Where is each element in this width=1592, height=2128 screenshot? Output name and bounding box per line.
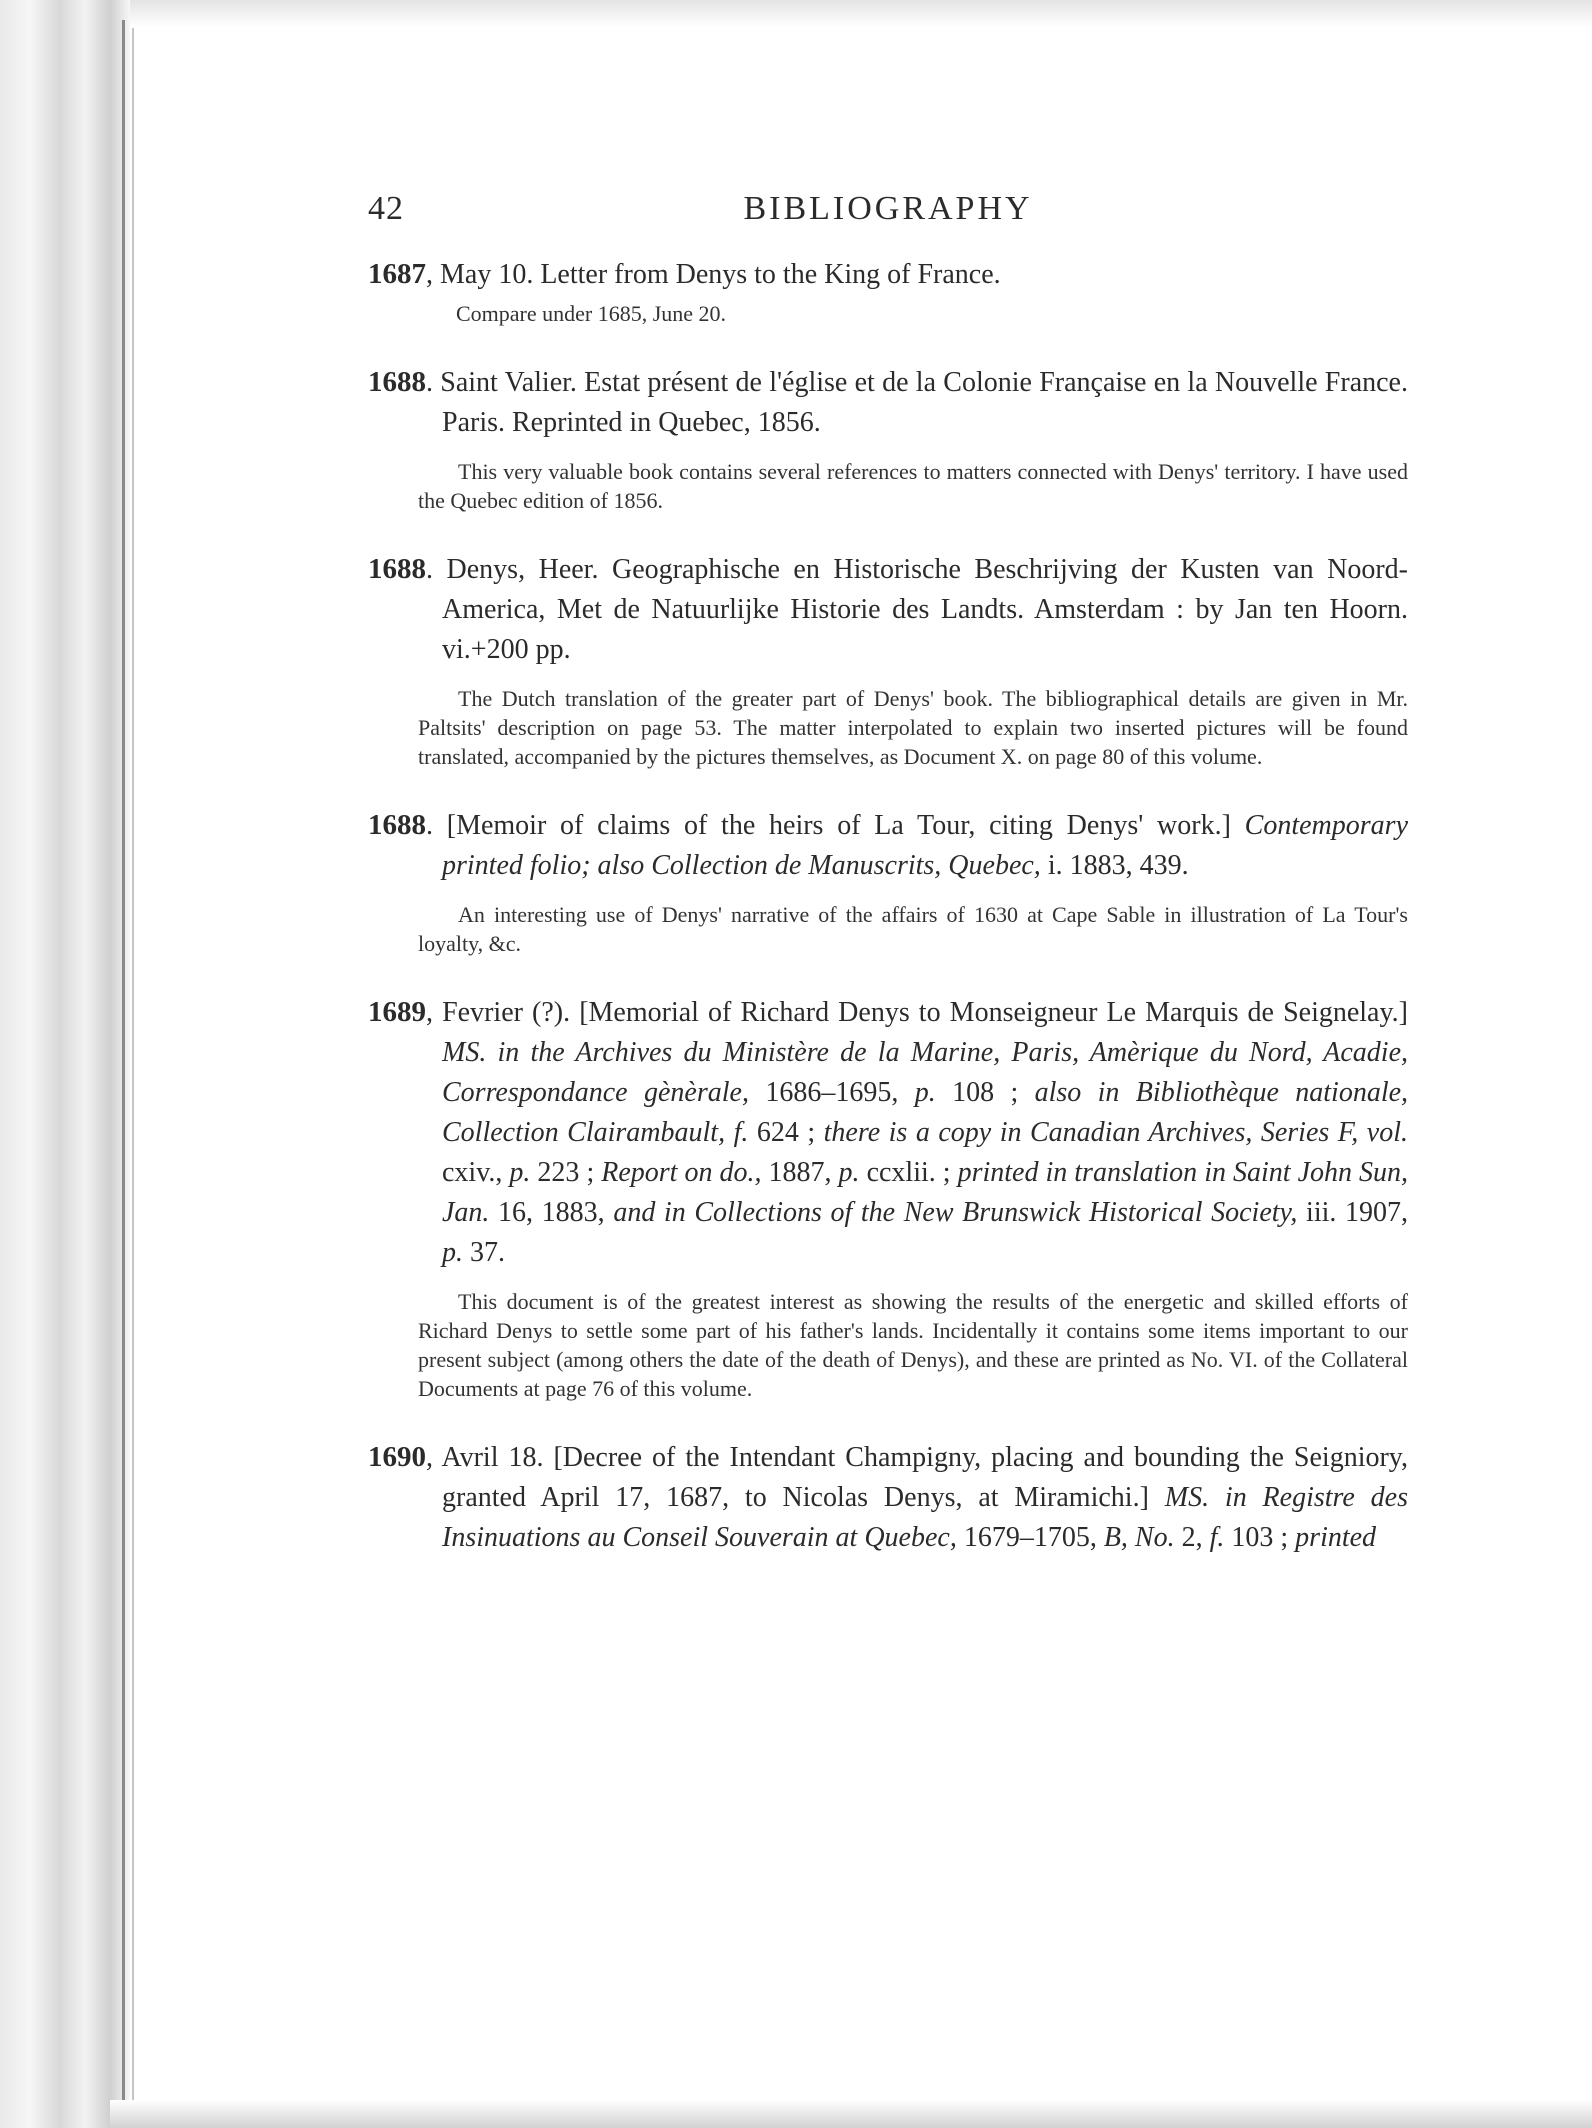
entry-body-italic: p. (838, 1157, 860, 1188)
entry-body: , Fevrier (?). [Memorial of Richard Denys to Monseigneur Le Marquis de Seignelay.] (426, 997, 1408, 1028)
entry-body: 16, 1883, (489, 1197, 614, 1228)
bibliography-entry (368, 805, 1408, 958)
entry-year: 1688 (368, 553, 426, 585)
entry-note: Compare under 1685, June 20. (456, 301, 727, 326)
entry-year: 1687 (368, 258, 426, 290)
binding-edge-inner (132, 20, 134, 2100)
entry-body: 624 ; (748, 1117, 824, 1148)
entry-year: 1688 (368, 366, 426, 398)
entry-body-italic: B, No. (1103, 1522, 1175, 1553)
entry-body: . Saint Valier. Estat présent de l'église et de la Colonie Française en la Nouvelle France. Paris. Reprinted in Quebec, 1856. (426, 367, 1408, 438)
entry-body-italic: there is a copy in Canadian Archives, Series F, vol. (823, 1117, 1408, 1148)
entry-body: 2, (1174, 1522, 1210, 1553)
bibliography-entry (368, 992, 1408, 1403)
page-number: 42 (368, 190, 404, 227)
entry-body: . [Memoir of claims of the heirs of La Tour, citing Denys' work.] (426, 810, 1245, 841)
book-binding (0, 0, 130, 2128)
entry-body-italic: f. (1209, 1522, 1225, 1553)
running-title: BIBLIOGRAPHY (743, 190, 1033, 227)
entry-note: This document is of the greatest interest as showing the results of the energetic and skilled efforts of Richard Denys to settle some part of his father's lands. Incidentally it contains some items important to our present subject (among others the date of the death of Denys), and these are printed as No. VI. of the Collateral Documents at page 76 of this volume. (418, 1289, 1408, 1401)
entry-body-italic: p. (442, 1237, 463, 1268)
entry-note: The Dutch translation of the greater part of Denys' book. The bibliographical details are given in Mr. Paltsits' description on page 53. The matter interpolated to explain two inserted pictures will be found translated, accompanied by the pictures themselves, as Document X. on page 80 of this volume. (418, 686, 1408, 769)
entry-year: 1690 (368, 1441, 426, 1473)
bibliography-content (368, 254, 1408, 1592)
entry-text (368, 362, 1408, 443)
entry-year: 1688 (368, 809, 426, 841)
page-header (368, 190, 1408, 240)
entry-body: , Avril 18. [Decree of the Intendant Champigny, placing and bounding the Seigniory, granted April 17, 1687, to Nicolas Denys, at Miramichi.] (426, 1442, 1408, 1513)
entry-text (368, 1437, 1408, 1558)
entry-text (368, 254, 1408, 295)
entry-body: iii. 1907, (1297, 1197, 1409, 1228)
entry-body: 223 ; (530, 1157, 602, 1188)
entry-body-italic: printed (1295, 1522, 1377, 1553)
entry-body: 1887, (761, 1157, 839, 1188)
bibliography-entry (368, 549, 1408, 771)
entry-body-italic: printed in translation in Saint John Sun, Jan. (442, 1157, 1409, 1228)
entry-body: 103 ; (1224, 1522, 1296, 1553)
entry-body: 37. (463, 1237, 505, 1268)
entry-body-italic: Report on do., (601, 1157, 762, 1188)
bibliography-entry (368, 1437, 1408, 1558)
entry-text (368, 805, 1408, 886)
entry-body-italic: MS. in the Archives du Ministère de la Marine, Paris, Amèrique du Nord, Acadie, Correspondance gènèrale, (442, 1037, 1408, 1108)
bibliography-entry (368, 254, 1408, 328)
entry-body: . Denys, Heer. Geographische en Historische Beschrijving der Kusten van Noord-America, Met de Natuurlijke Historie des Landts. Amsterdam : by Jan ten Hoorn. vi.+200 pp. (426, 554, 1408, 665)
entry-text (368, 992, 1408, 1273)
entry-note: An interesting use of Denys' narrative of the affairs of 1630 at Cape Sable in illustration of La Tour's loyalty, &c. (418, 902, 1408, 956)
entry-body: 108 ; (935, 1077, 1035, 1108)
entry-body-italic: p. (914, 1077, 936, 1108)
entry-body: cxiv., (442, 1157, 510, 1188)
entry-text (368, 549, 1408, 670)
binding-edge (122, 20, 125, 2100)
entry-body-italic: and in Collections of the New Brunswick Historical Society, (613, 1197, 1298, 1228)
bibliography-entry (368, 362, 1408, 515)
entry-note: This very valuable book contains several references to matters connected with Denys' territory. I have used the Quebec edition of 1856. (418, 459, 1408, 513)
entry-body: 1679–1705, (956, 1522, 1104, 1553)
entry-body-italic: Contemporary printed folio; also Collection de Manuscrits, Quebec, (442, 810, 1408, 881)
entry-body-italic: also in Bibliothèque nationale, Collection Clairambault, f. (442, 1077, 1409, 1148)
entry-body: , May 10. Letter from Denys to the King of France. (426, 259, 1001, 290)
entry-body-italic: p. (509, 1157, 531, 1188)
entry-body: 1686–1695, (748, 1077, 915, 1108)
entry-year: 1689 (368, 996, 426, 1028)
entry-body: i. 1883, 439. (1040, 850, 1189, 881)
entry-body: ccxlii. ; (859, 1157, 958, 1188)
entry-body-italic: MS. in Registre des Insinuations au Conseil Souverain at Quebec, (442, 1482, 1408, 1553)
